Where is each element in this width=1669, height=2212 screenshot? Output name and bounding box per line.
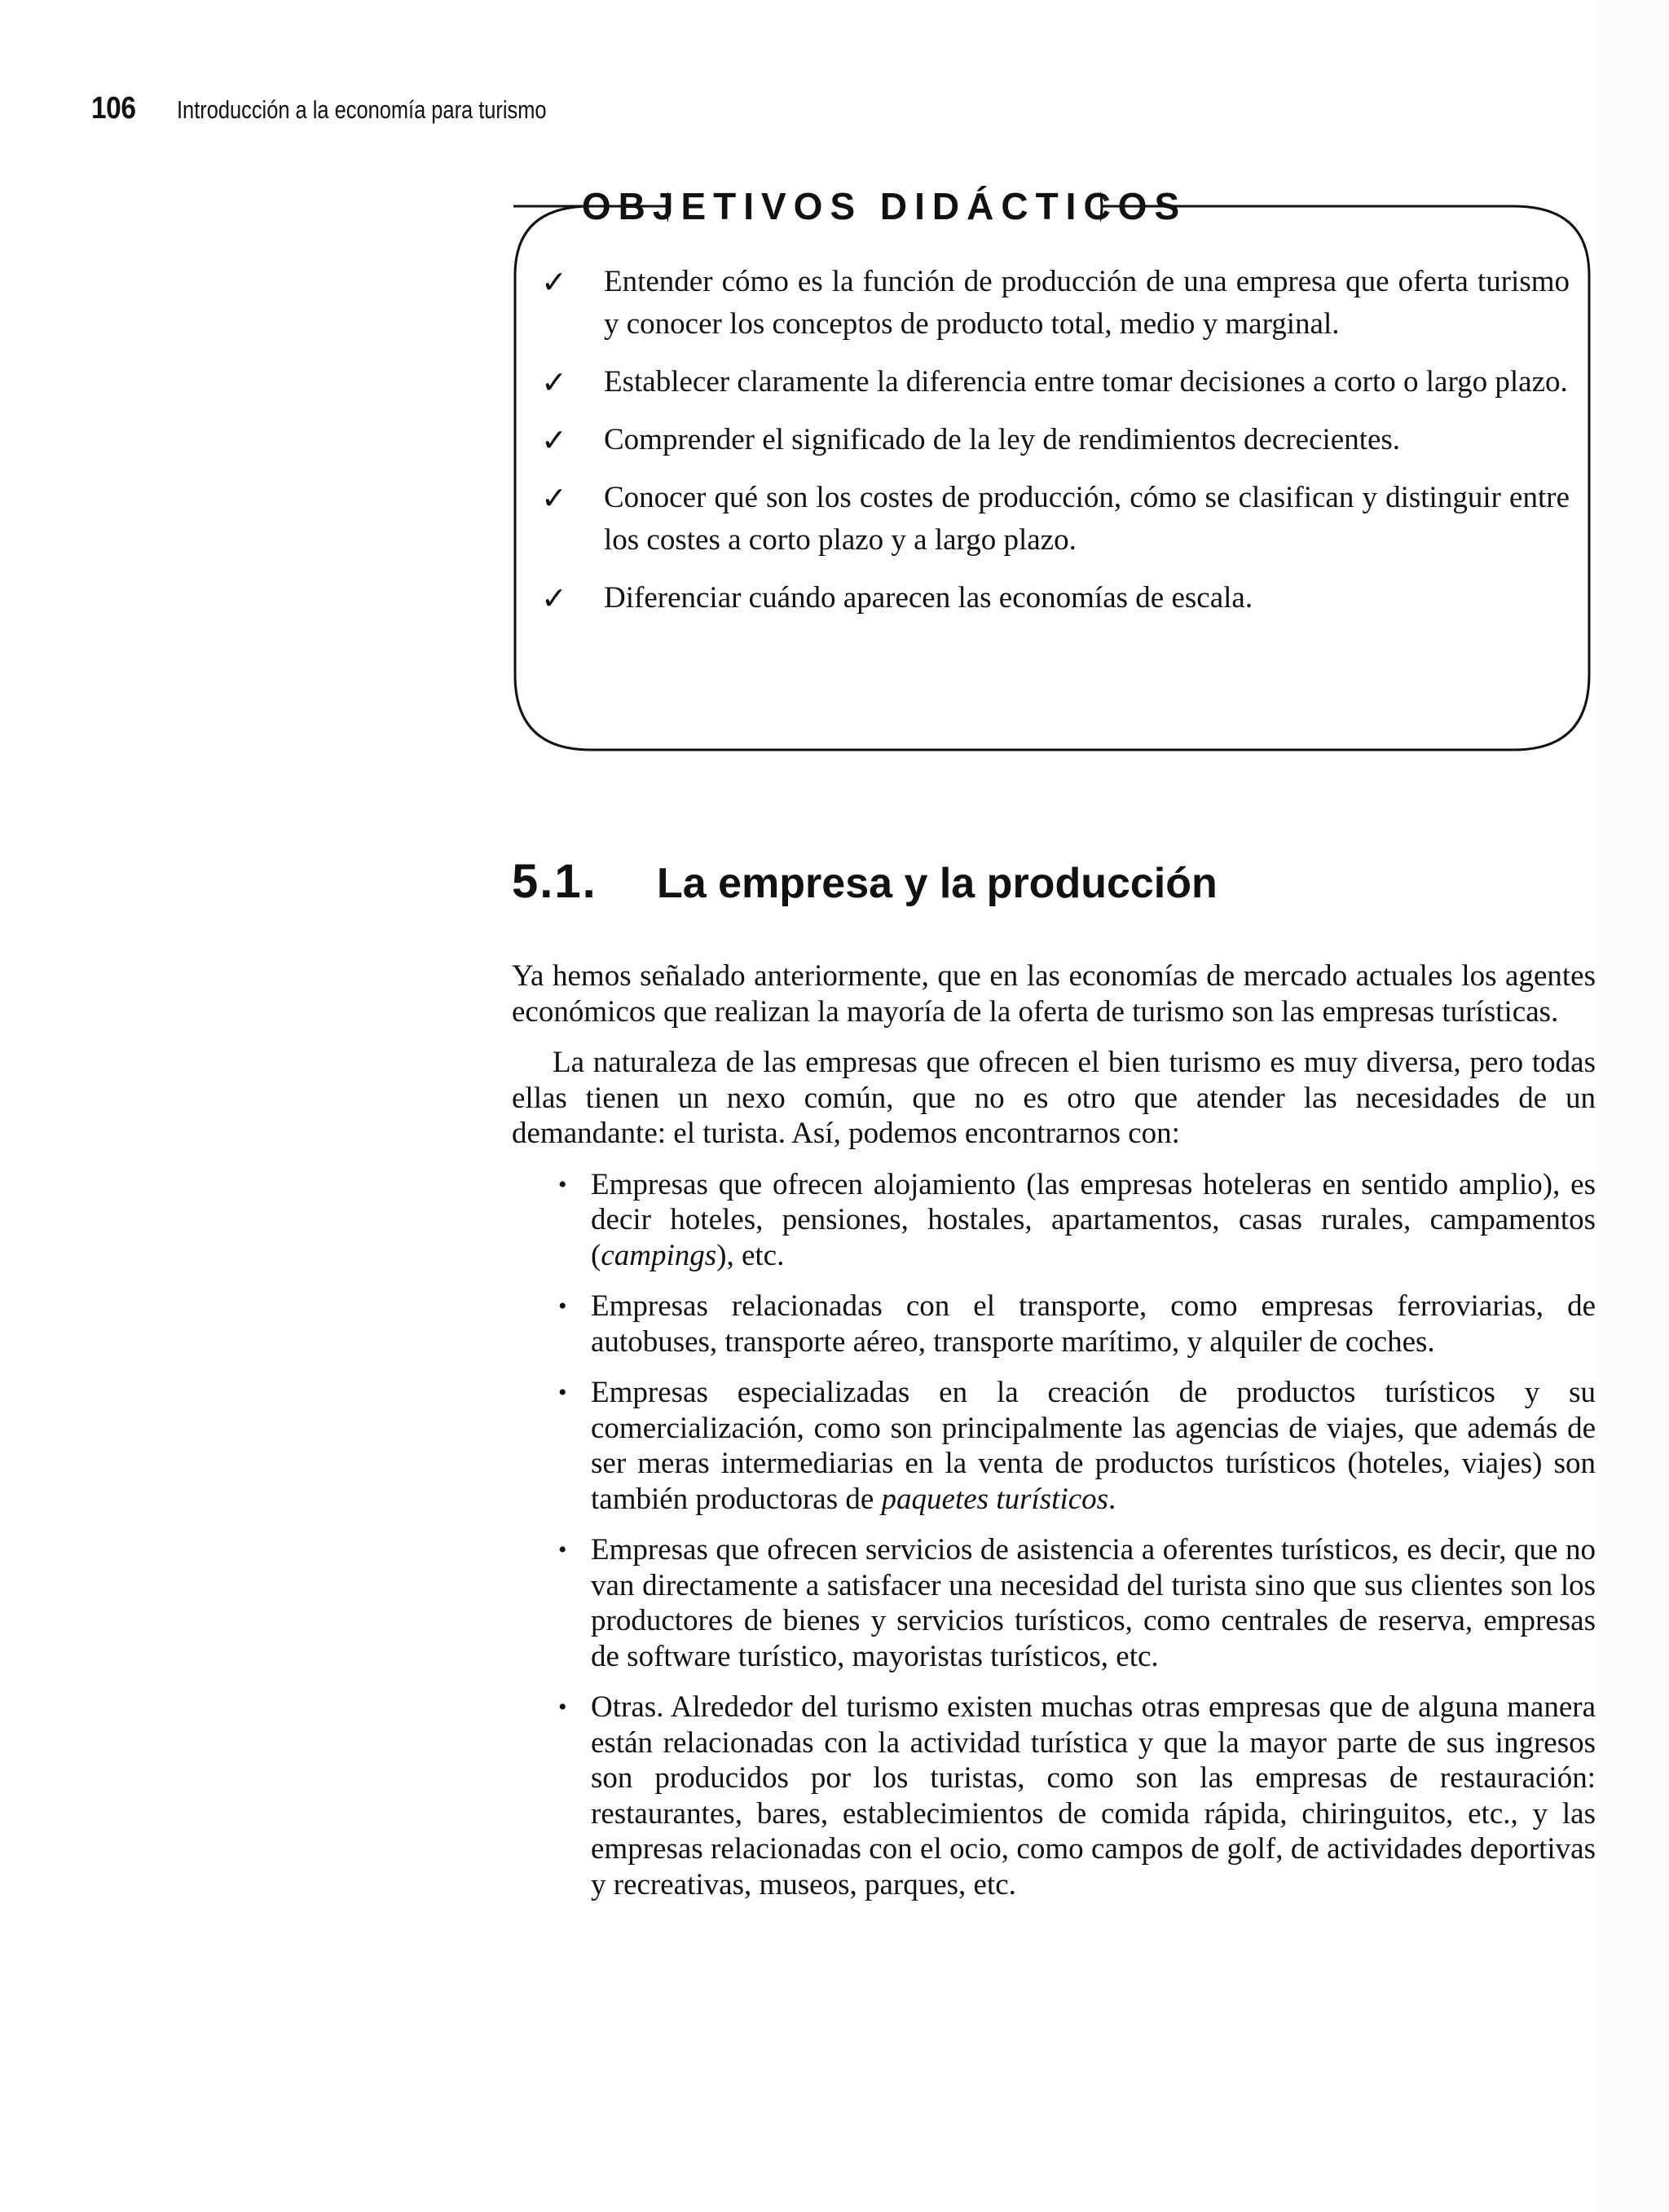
objectives-heading: OBJETIVOS DIDÁCTICOS xyxy=(668,173,1100,240)
section-title: La empresa y la producción xyxy=(657,860,1218,907)
list-item-text: Otras. Alrededor del turismo existen muchas otras empresas que de alguna manera están relacionadas con la actividad turística y que la mayor parte de sus ingresos son producidos por los turistas, como son las empresas de restauración: restaurantes, bares, establecimientos de comida rápida, chiringuitos, etc., y las empresas relacionadas con el ocio, como campos de golf, de actividades deportivas y recreativas, museos, parques, etc. xyxy=(591,1690,1596,1901)
objective-item xyxy=(541,261,1570,346)
bullet-icon: • xyxy=(558,1379,567,1406)
section-heading xyxy=(512,854,1218,919)
bullet-icon: • xyxy=(558,1170,567,1198)
section-number: 5.1. xyxy=(512,855,597,908)
checkmark-icon: ✓ xyxy=(541,480,567,516)
objective-text: Entender cómo es la función de producción de una empresa que oferta turismo y conocer los conceptos de producto total, medio y marginal. xyxy=(604,265,1570,341)
company-types-list xyxy=(512,1167,1596,1903)
bullet-icon: • xyxy=(558,1694,567,1721)
list-item-text: Empresas que ofrecen alojamiento (las empresas hoteleras en sentido amplio), es decir hoteles, pensiones, hostales, apartamentos, casas rurales, campamentos (campings), etc. xyxy=(591,1167,1596,1272)
list-item xyxy=(512,1532,1596,1674)
objective-text: Conocer qué son los costes de producción, cómo se clasifican y distinguir entre los costes a corto plazo y a largo plazo. xyxy=(604,481,1570,557)
page-number: 106 xyxy=(91,91,136,126)
checkmark-icon: ✓ xyxy=(541,264,567,300)
objective-item xyxy=(541,419,1570,461)
running-header xyxy=(91,91,628,132)
objectives-list xyxy=(541,261,1570,635)
list-item-text: Empresas relacionadas con el transporte, como empresas ferroviarias, de autobuses, transporte aéreo, transporte marítimo, y alquiler de coches. xyxy=(591,1289,1596,1359)
objective-item xyxy=(541,577,1570,619)
paragraph: Ya hemos señalado anteriormente, que en las economías de mercado actuales los agentes económicos que realizan la mayoría de la oferta de turismo son las empresas turísticas. xyxy=(512,959,1596,1029)
italic-term: paquetes turísticos xyxy=(881,1482,1109,1516)
list-item xyxy=(512,1167,1596,1274)
paragraph: La naturaleza de las empresas que ofrecen el bien turismo es muy diversa, pero todas ellas tienen un nexo común, que no es otro que atender las necesidades de un demandante: el turista. Así, podemos encontrarnos con: xyxy=(512,1046,1596,1150)
bullet-icon: • xyxy=(558,1293,567,1320)
checkmark-icon: ✓ xyxy=(541,580,567,616)
bullet-icon: • xyxy=(558,1536,567,1563)
list-item xyxy=(512,1289,1596,1359)
objective-item xyxy=(541,477,1570,562)
page-edge-shade xyxy=(1597,0,1669,2212)
checkmark-icon: ✓ xyxy=(541,364,567,400)
list-item xyxy=(512,1690,1596,1902)
objectives-box xyxy=(513,186,1591,751)
objective-text: Diferenciar cuándo aparecen las economías de escala. xyxy=(604,581,1253,615)
list-item xyxy=(512,1375,1596,1517)
objective-item xyxy=(541,361,1570,403)
list-item-text: Empresas especializadas en la creación de productos turísticos y su comercialización, como son principalmente las agencias de viajes, que además de ser meras intermediarias en la venta de productos turísticos (hoteles, viajes) son también productoras de paquetes turísticos. xyxy=(591,1376,1596,1516)
running-header-title: Introducción a la economía para turismo xyxy=(177,95,547,124)
list-item-text: Empresas que ofrecen servicios de asistencia a oferentes turísticos, es decir, que no van directamente a satisfacer una necesidad del turista sino que sus clientes son los productores de bienes y servicios turísticos, como centrales de reserva, empresas de software turístico, mayoristas turísticos, etc. xyxy=(591,1533,1596,1673)
body-text xyxy=(512,958,1596,1918)
italic-term: campings xyxy=(601,1238,717,1272)
objective-text: Establecer claramente la diferencia entre tomar decisiones a corto o largo plazo. xyxy=(604,365,1568,399)
checkmark-icon: ✓ xyxy=(541,422,567,458)
objective-text: Comprender el significado de la ley de rendimientos decrecientes. xyxy=(604,423,1401,456)
